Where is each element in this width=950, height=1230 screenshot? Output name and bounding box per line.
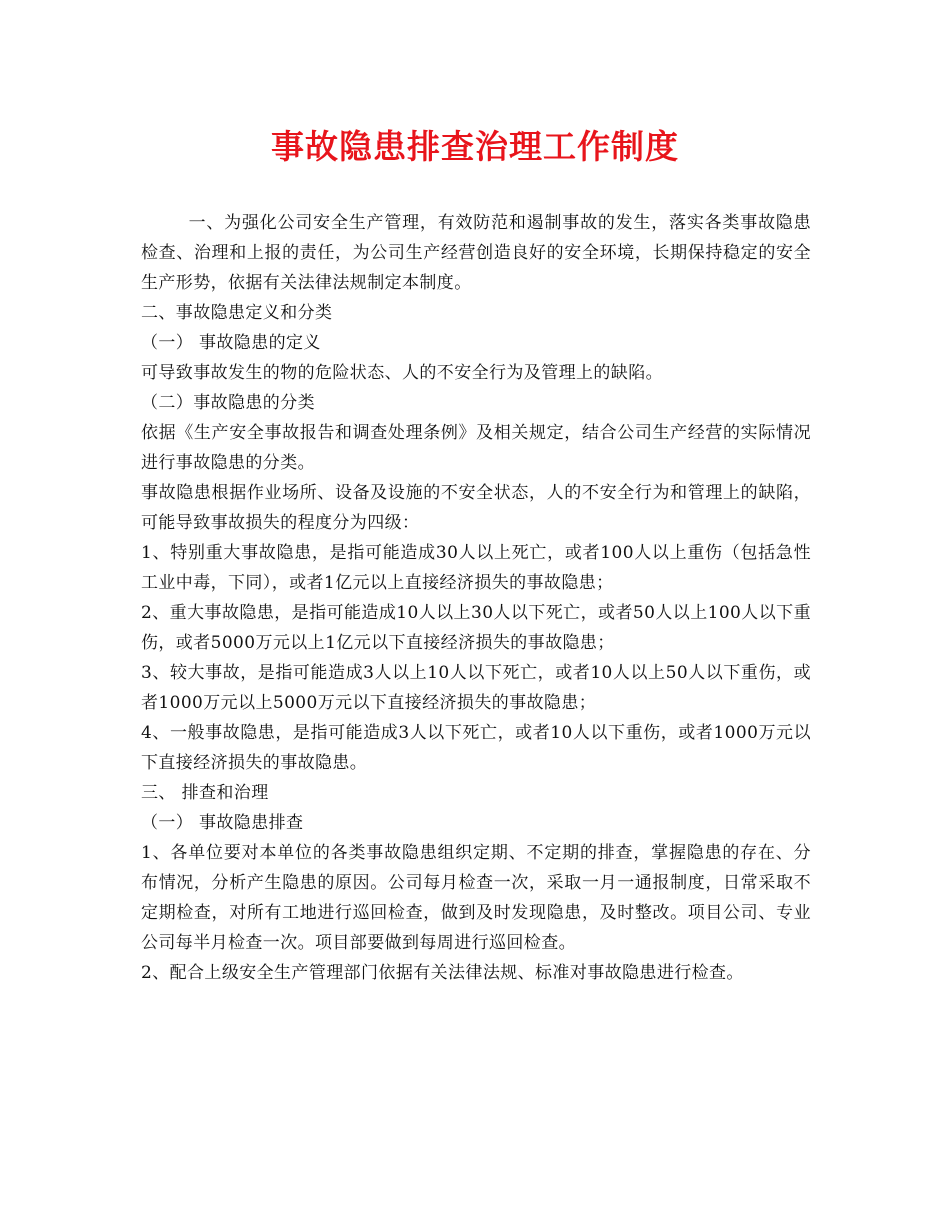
- paragraph-intro: 一、为强化公司安全生产管理，有效防范和遏制事故的发生，落实各类事故隐患检查、治理和上报的责任，为公司生产经营创造良好的安全环境，长期保持稳定的安全生产形势，依据有关法律法规制定本制度。: [141, 213, 811, 293]
- list-item-level-3: 3、较大事故，是指可能造成3人以上10人以下死亡，或者10人以上50人以下重伤，或者1000万元以上5000万元以下直接经济损失的事故隐患；: [141, 663, 811, 713]
- paragraph-classification-basis: 依据《生产安全事故报告和调查处理条例》及相关规定，结合公司生产经营的实际情况进行事故隐患的分类。: [141, 423, 811, 473]
- list-item-level-4: 4、一般事故隐患，是指可能造成3人以下死亡，或者10人以下重伤，或者1000万元以下直接经济损失的事故隐患。: [141, 723, 811, 773]
- list-item-inspection-2: 2、配合上级安全生产管理部门依据有关法律法规、标准对事故隐患进行检查。: [141, 963, 744, 983]
- subsection-heading-2-2: （二）事故隐患的分类: [141, 393, 315, 413]
- paragraph-classification-levels: 事故隐患根据作业场所、设备及设施的不安全状态，人的不安全行为和管理上的缺陷，可能导致事故损失的程度分为四级：: [141, 483, 811, 533]
- document-body: [141, 208, 811, 988]
- section-heading-3: 三、 排查和治理: [141, 783, 269, 803]
- list-item-level-2: 2、重大事故隐患，是指可能造成10人以上30人以下死亡，或者50人以上100人以下重伤，或者5000万元以上1亿元以下直接经济损失的事故隐患；: [141, 603, 811, 653]
- subsection-heading-2-1: （一） 事故隐患的定义: [141, 333, 321, 353]
- list-item-level-1: 1、特别重大事故隐患，是指可能造成30人以上死亡，或者100人以上重伤（包括急性工业中毒，下同），或者1亿元以上直接经济损失的事故隐患；: [141, 543, 811, 593]
- list-item-inspection-1: 1、各单位要对本单位的各类事故隐患组织定期、不定期的排查，掌握隐患的存在、分布情况，分析产生隐患的原因。公司每月检查一次，采取一月一通报制度，日常采取不定期检查，对所有工地进行巡回检查，做到及时发现隐患，及时整改。项目公司、专业公司每半月检查一次。项目部要做到每周进行巡回检查。: [141, 843, 811, 953]
- page-title: 事故隐患排查治理工作制度: [271, 127, 679, 166]
- subsection-heading-3-1: （一） 事故隐患排查: [141, 813, 304, 833]
- paragraph-definition: 可导致事故发生的物的危险状态、人的不安全行为及管理上的缺陷。: [141, 363, 663, 383]
- section-heading-2: 二、事故隐患定义和分类: [141, 303, 333, 323]
